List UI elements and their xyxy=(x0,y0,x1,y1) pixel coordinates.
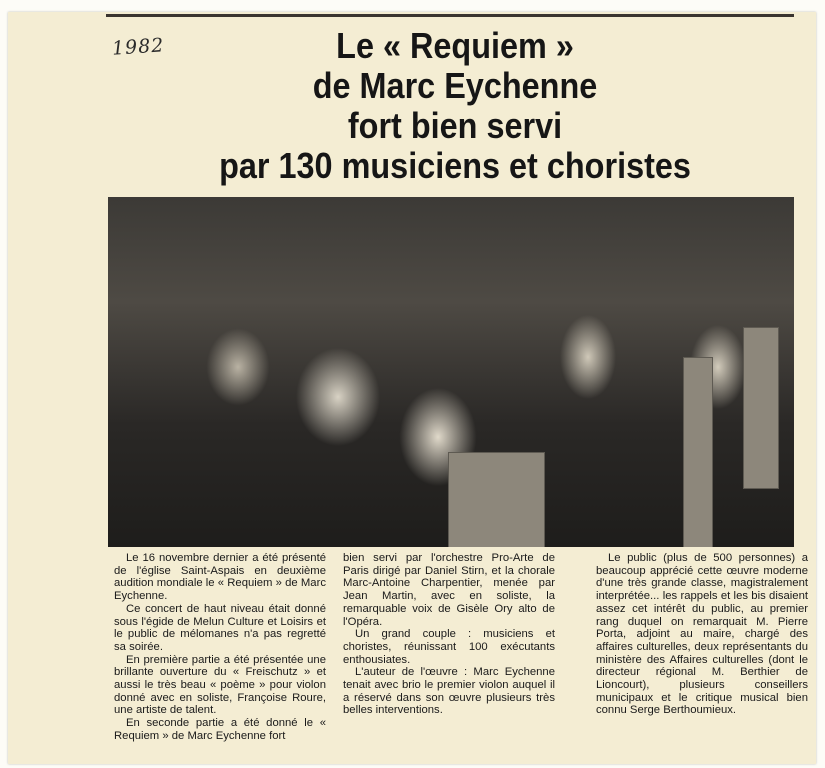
paragraph: L'auteur de l'œuvre : Marc Eychenne tenait avec brio le premier violon auquel il a réservé dans son œuvre plusieurs très belles interventions. xyxy=(343,666,555,717)
headline-line-1: Le « Requiem » xyxy=(336,25,574,66)
article-column-1 xyxy=(114,552,326,743)
headline xyxy=(145,26,766,186)
headline-line-2: de Marc Eychenne xyxy=(312,65,598,106)
article-column-3 xyxy=(596,552,808,717)
headline-line-3: fort bien servi xyxy=(347,105,563,146)
audience-photo xyxy=(108,197,794,547)
paragraph: Le public (plus de 500 personnes) a beaucoup apprécié cette œuvre moderne d'une très grande classe, magistralement interprétée... les rappels et les bis disaient assez cet intérêt du public, au premier rang duquel on remarquait M. Pierre Porta, adjoint au maire, chargé des affaires culturelles, deux représentants du ministère des Affaires culturelles (dont le directeur régional M. Berthier de Lioncourt), plusieurs conseillers municipaux et le critique musical bien connu Serge Berthoumieux. xyxy=(596,552,808,717)
paragraph: bien servi par l'orchestre Pro-Arte de Paris dirigé par Daniel Stirn, et la chorale Marc-Antoine Charpentier, menée par Jean Martin, avec en soliste, la remarquable voix de Gisèle Ory alto de l'Opéra. xyxy=(343,552,555,628)
paragraph: Le 16 novembre dernier a été présenté de l'église Saint-Aspais en deuxième audition mondiale le « Requiem » de Marc Eychenne. xyxy=(114,552,326,603)
handwritten-date: 1982 xyxy=(111,34,166,60)
paragraph: En seconde partie a été donné le « Requiem » de Marc Eychenne fort xyxy=(114,717,326,742)
top-rule xyxy=(106,14,794,17)
article-column-2 xyxy=(343,552,555,717)
paragraph: Un grand couple : musiciens et choristes, réunissant 100 exécutants enthousiates. xyxy=(343,628,555,666)
headline-line-4: par 130 musiciens et choristes xyxy=(219,145,691,186)
paragraph: En première partie a été présentée une brillante ouverture du « Freischutz » et aussi le très beau « poème » pour violon donné avec en soliste, Françoise Roure, une artiste de talent. xyxy=(114,653,326,717)
paragraph: Ce concert de haut niveau était donné sous l'égide de Melun Culture et Loisirs et le public de mélomanes n'a pas regretté sa soirée. xyxy=(114,602,326,653)
